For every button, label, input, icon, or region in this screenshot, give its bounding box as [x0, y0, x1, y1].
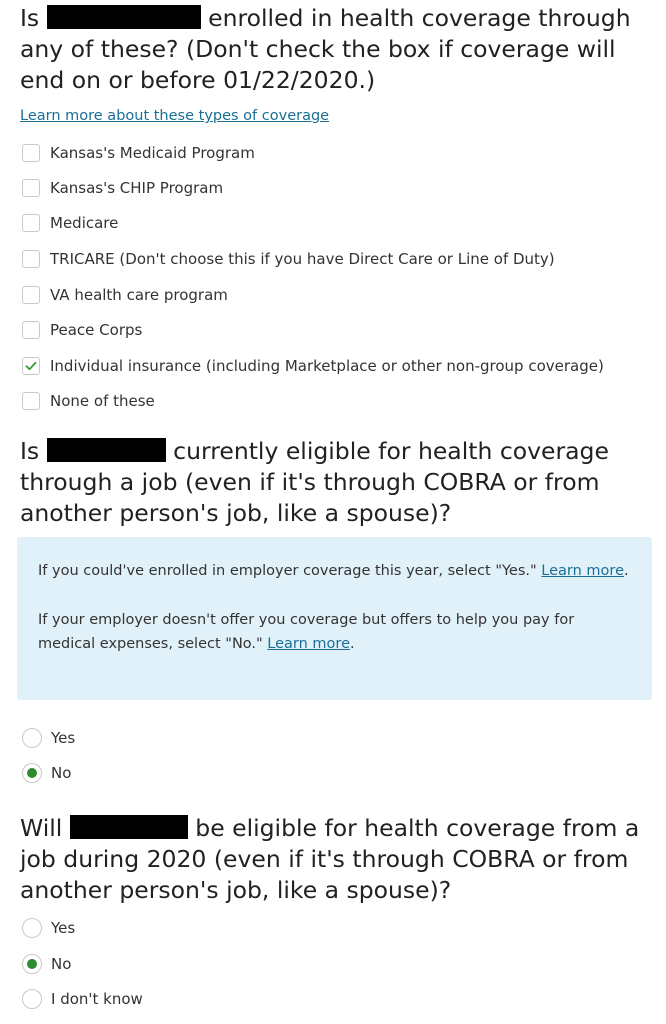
selected-dot-icon: [27, 768, 37, 778]
radio-option-yes[interactable]: [22, 917, 75, 939]
radio-label: Yes: [51, 919, 76, 937]
checkbox[interactable]: [22, 286, 40, 304]
radio-label: No: [51, 955, 72, 973]
checkbox-label: None of these: [50, 392, 155, 410]
learn-more-coverage-types-link[interactable]: Learn more about these types of coverage: [20, 108, 330, 124]
question-3-text: be eligible for health coverage from a job during 2020 (even if it's through COBRA or from another person's job, like a spouse)?: [20, 814, 640, 904]
radio-option-no[interactable]: [22, 762, 71, 784]
question-1-text: enrolled in health coverage through any of these? (Don't check the box if coverage will end on or before 01/22/2020.): [20, 4, 631, 94]
info-paragraph-2: If your employer doesn't offer you coverage but offers to help you pay for medical expenses, select "No." Learn more.: [38, 612, 575, 652]
radio-button-selected[interactable]: [22, 763, 42, 783]
question-2-text: currently eligible for health coverage through a job (even if it's through COBRA or from another person's job, like a spouse)?: [20, 437, 609, 527]
selected-dot-icon: [27, 959, 37, 969]
question-1-prefix: Is: [20, 4, 40, 32]
checkbox[interactable]: [22, 179, 40, 197]
radio-option-dont-know[interactable]: [22, 988, 143, 1010]
learn-more-link[interactable]: Learn more: [267, 636, 350, 652]
checkbox-option-medicaid[interactable]: [22, 142, 255, 164]
checkbox-label: Kansas's Medicaid Program: [50, 144, 255, 162]
checkbox-option-peace-corps[interactable]: [22, 319, 142, 341]
question-1-heading: [20, 3, 660, 96]
question-3-heading: [20, 813, 660, 906]
learn-more-link[interactable]: Learn more: [541, 563, 624, 579]
info-text-1: If you could've enrolled in employer coverage this year, select "Yes.": [38, 563, 537, 579]
radio-button[interactable]: [22, 918, 42, 938]
checkbox-checked[interactable]: [22, 357, 40, 375]
checkbox-option-va[interactable]: [22, 284, 228, 306]
redacted-name: [47, 5, 201, 29]
radio-button-selected[interactable]: [22, 954, 42, 974]
info-paragraph-1: If you could've enrolled in employer coverage this year, select "Yes." Learn more.: [38, 563, 629, 579]
radio-button[interactable]: [22, 989, 42, 1009]
checkbox-label: TRICARE (Don't choose this if you have Direct Care or Line of Duty): [50, 250, 555, 268]
question-3-prefix: Will: [20, 814, 63, 842]
checkbox-label: Medicare: [50, 214, 119, 232]
radio-option-yes[interactable]: [22, 727, 75, 749]
checkmark-icon: [25, 361, 37, 371]
radio-option-no[interactable]: [22, 953, 71, 975]
checkbox-option-medicare[interactable]: [22, 212, 118, 234]
checkbox-option-chip[interactable]: [22, 177, 223, 199]
checkbox[interactable]: [22, 250, 40, 268]
radio-label: Yes: [51, 729, 76, 747]
checkbox[interactable]: [22, 321, 40, 339]
info-box: [17, 537, 652, 700]
radio-label: No: [51, 764, 72, 782]
redacted-name: [70, 815, 188, 839]
redacted-name: [47, 438, 166, 462]
checkbox-label: Kansas's CHIP Program: [50, 179, 224, 197]
checkbox[interactable]: [22, 392, 40, 410]
radio-label: I don't know: [51, 990, 143, 1008]
checkbox[interactable]: [22, 214, 40, 232]
checkbox-option-tricare[interactable]: [22, 248, 555, 270]
radio-button[interactable]: [22, 728, 42, 748]
checkbox-label: Individual insurance (including Marketplace or other non-group coverage): [50, 357, 604, 375]
checkbox-label: VA health care program: [50, 286, 228, 304]
checkbox-option-individual-insurance[interactable]: [22, 355, 604, 377]
question-2-heading: [20, 436, 660, 529]
question-2-prefix: Is: [20, 437, 40, 465]
checkbox[interactable]: [22, 144, 40, 162]
checkbox-label: Peace Corps: [50, 321, 143, 339]
info-text-2: If your employer doesn't offer you coverage but offers to help you pay for medical expenses, select "No.": [38, 612, 575, 652]
checkbox-option-none[interactable]: [22, 390, 155, 412]
